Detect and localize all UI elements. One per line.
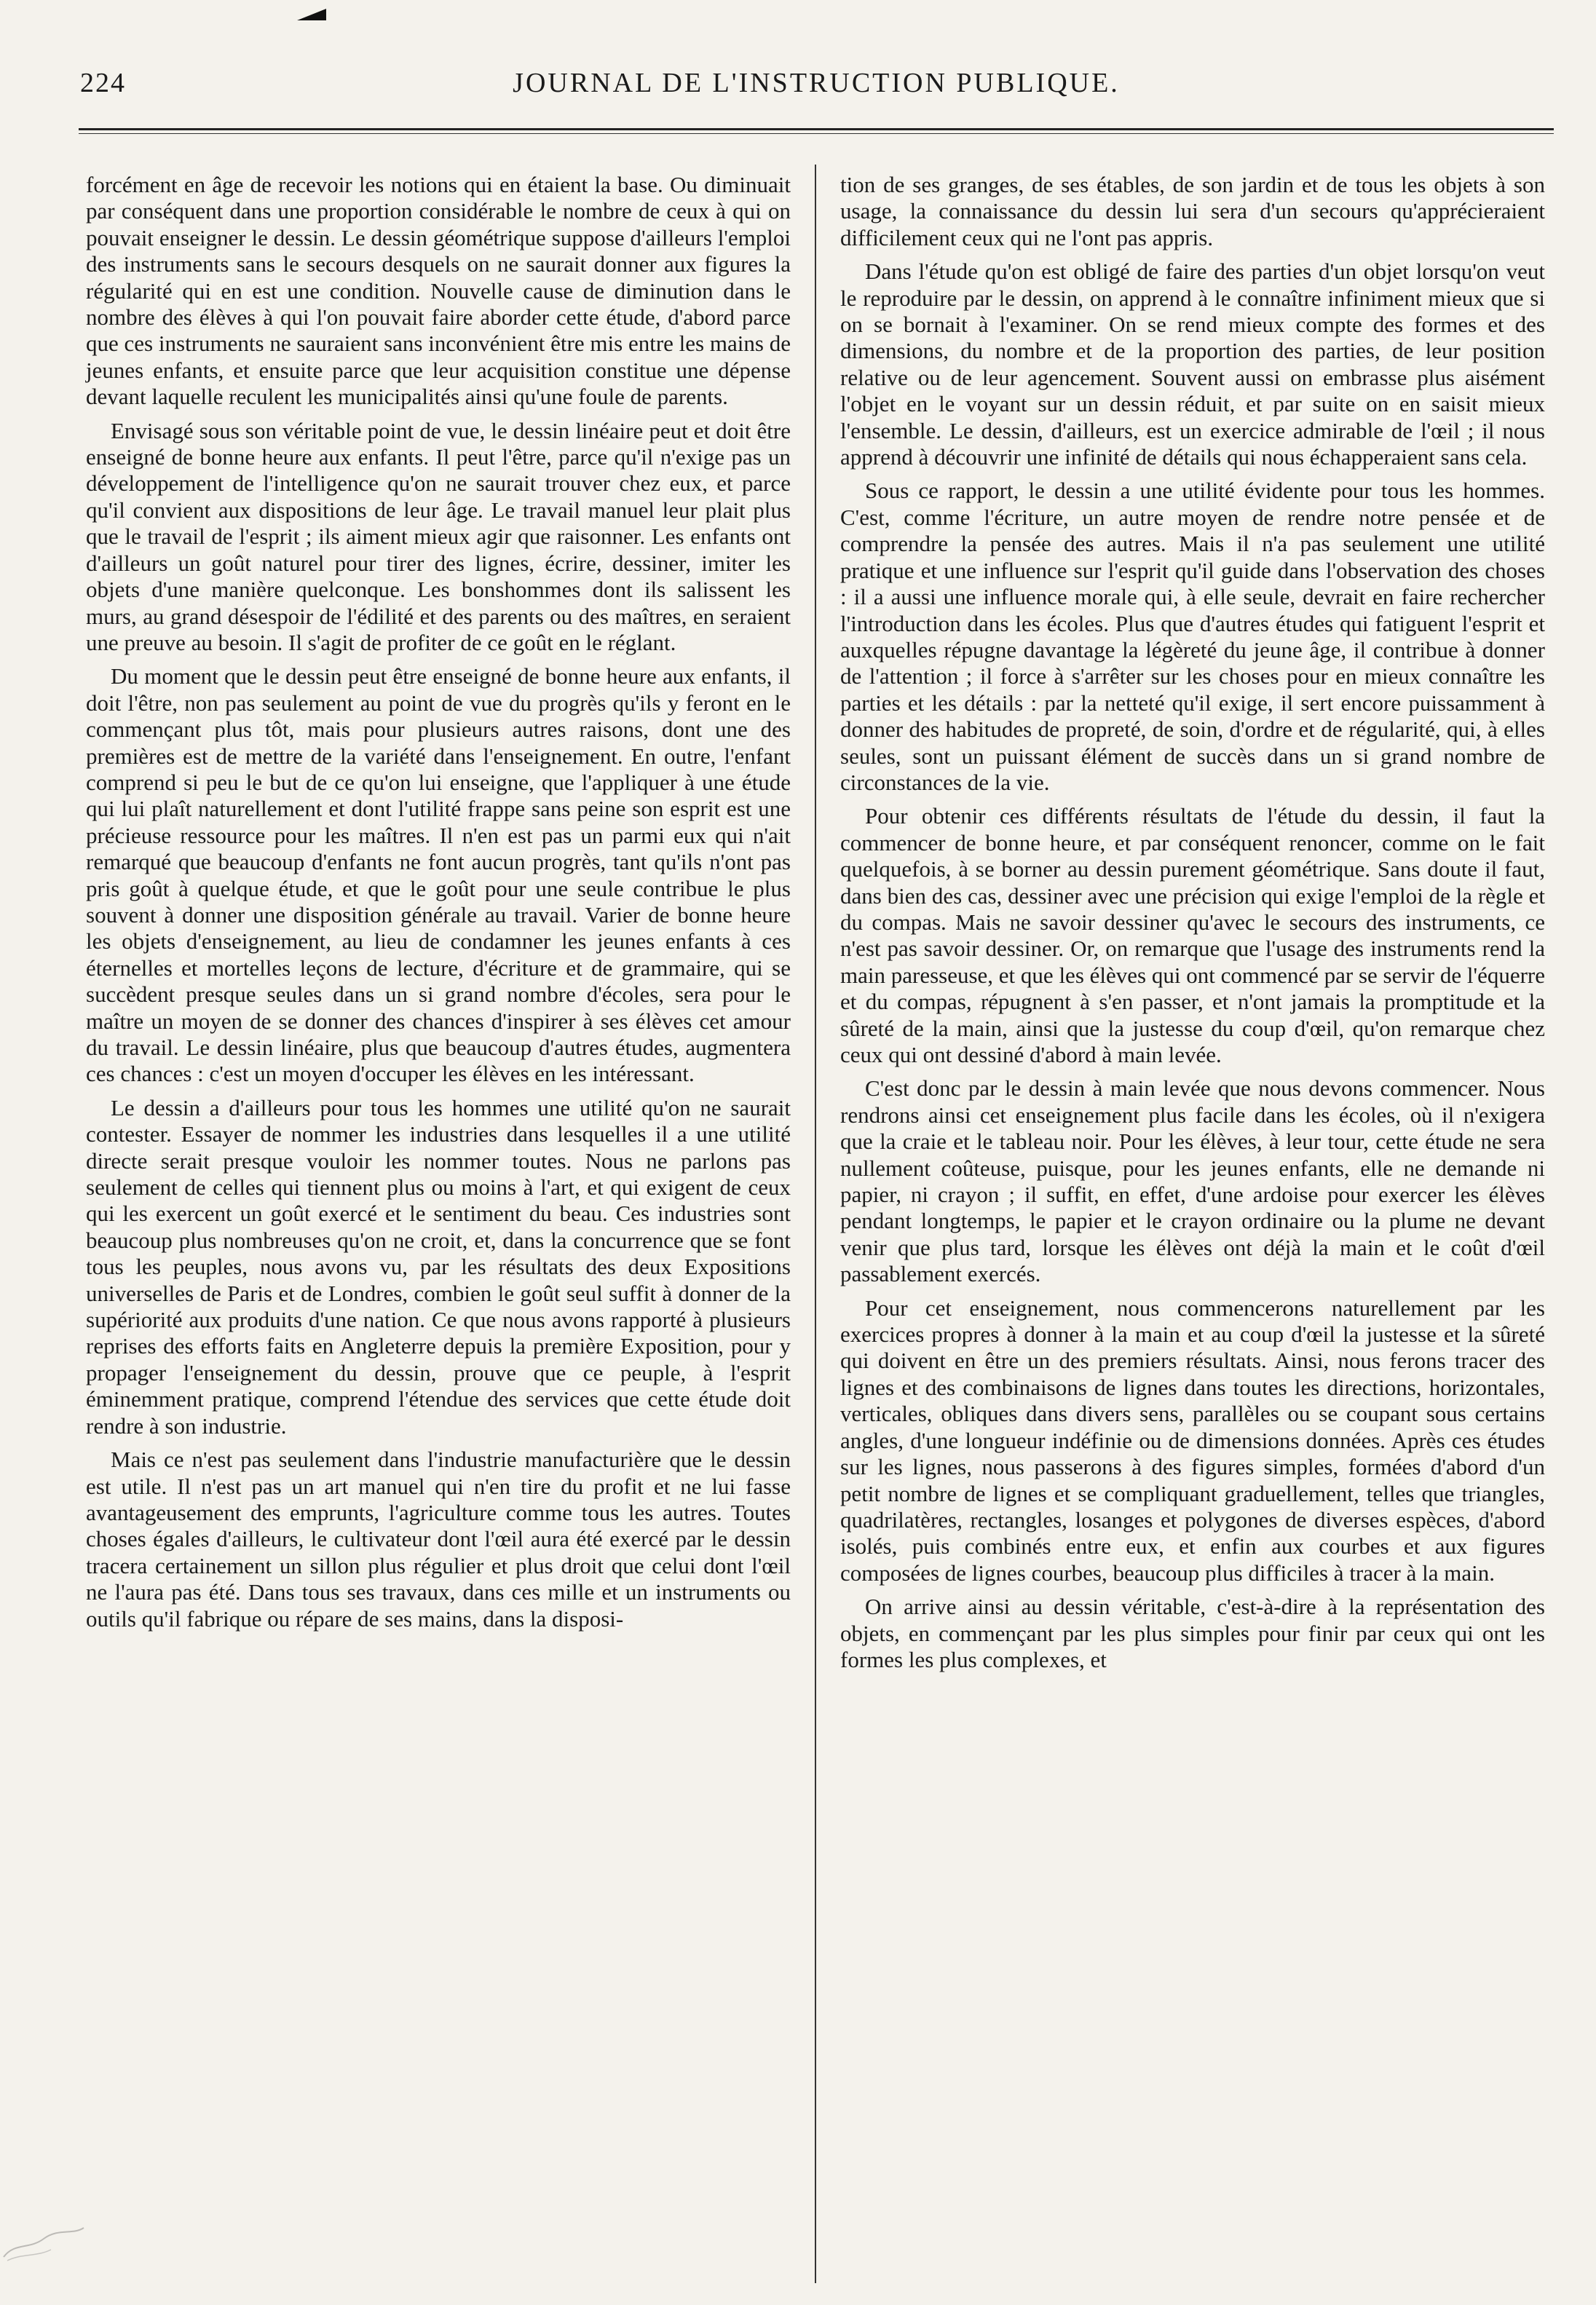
running-title: JOURNAL DE L'INSTRUCTION PUBLIQUE. — [513, 68, 1120, 98]
ink-smudge — [0, 2213, 87, 2264]
paragraph: Dans l'étude qu'on est obligé de faire des parties d'un objet lorsqu'on veut le reproduire par le dessin, on apprend à le connaître infiniment mieux que si on se bornait à l'examiner. On se rend mieux compte des formes et des dimensions, du nombre et de la proportion des parties, de leur position relative ou de leur agencement. Souvent aussi on embrasse plus aisément l'objet en le voyant sur un dessin réduit, et par suite on en saisit mieux l'ensemble. Le dessin, d'ailleurs, est un exercice admirable de l'œil ; il nous apprend à découvrir une infinité de détails qui nous échapperaient sans cela. — [840, 258, 1545, 470]
printer-mark — [297, 9, 326, 20]
paragraph: Mais ce n'est pas seulement dans l'industrie manufacturière que le dessin est utile. Il n'est pas un art manuel qui n'en tire du profit et ne lui fasse avantageusement des emprunts, l'agriculture comme tous les autres. Toutes choses égales d'ailleurs, le cultivateur dont l'œil aura été exercé par le dessin tracera certainement un sillon plus régulier et plus droit que celui dont l'œil ne l'aura pas été. Dans tous ses travaux, dans ces mille et un instruments ou outils qu'il fabrique ou répare de ses mains, dans la disposi- — [86, 1447, 791, 1632]
paragraph: Pour obtenir ces différents résultats de l'étude du dessin, il faut la commencer de bonne heure, et par conséquent renoncer, comme on le fait quelquefois, à se borner au dessin purement géométrique. Sans doute il faut, dans bien des cas, dessiner avec une précision qui exige l'emploi de la règle et du compas. Mais ne savoir dessiner qu'avec le secours des instruments, ce n'est pas savoir dessiner. Or, on remarque que l'usage des instruments rend la main paresseuse, et que les élèves qui ont commencé par se servir de l'équerre et du compas, répugnent à s'en passer, et n'ont jamais la promptitude et la sûreté de la main, ainsi que la justesse du coup d'œil, qu'on remarque chez ceux qui ont dessiné d'abord à main levée. — [840, 803, 1545, 1067]
paragraph: Pour cet enseignement, nous commencerons naturellement par les exercices propres à donner à la main et au coup d'œil la justesse et la sûreté qui doivent en être un des premiers résultats. Ainsi, nous ferons tracer des lignes et des combinaisons de lignes dans toutes les directions, horizontales, verticales, obliques dans divers sens, parallèles ou se coupant sous certains angles, d'une longueur indéfinie ou de dimensions données. Après ces études sur les lignes, nous passerons à des figures simples, formées d'abord d'un petit nombre de lignes et se compliquant graduellement, telles que triangles, quadrilatères, rectangles, losanges et polygones de diverses espèces, d'abord isolés, puis combinés entre eux, et enfin aux courbes et aux figures composées de lignes courbes, beaucoup plus difficiles à tracer à la main. — [840, 1294, 1545, 1586]
paragraph: On arrive ainsi au dessin véritable, c'est-à-dire à la représentation des objets, en commençant par les plus simples pour finir par ceux qui ont les formes les plus complexes, et — [840, 1594, 1545, 1672]
header-rule — [79, 128, 1554, 134]
paragraph: Le dessin a d'ailleurs pour tous les hommes une utilité qu'on ne saurait contester. Essayer de nommer les industries dans lesquelles il a une utilité directe serait presque vouloir les nommer toutes. Nous ne parlons pas seulement de celles qui tiennent plus ou moins à l'art, et qui exigent de ceux qui les exercent un goût exercé et le sentiment du beau. Ces industries sont beaucoup plus nombreuses qu'on ne croit, et, dans la concurrence que se font tous les peuples, nous avons vu, par les résultats des deux Expositions universelles de Paris et de Londres, combien le goût seul suffit à donner de la supériorité aux produits d'une nation. Ce que nous avons rapporté à plusieurs reprises des efforts faits en Angleterre depuis la première Exposition, pour y propager l'enseignement du dessin, prouve que ce peuple, à l'esprit éminemment pratique, comprend l'étendue des services que cette étude doit rendre à son industrie. — [86, 1094, 791, 1439]
page-number: 224 — [80, 68, 126, 98]
page-header — [80, 67, 1552, 112]
paragraph: Envisagé sous son véritable point de vue, le dessin linéaire peut et doit être enseigné de bonne heure aux enfants. Il peut l'être, parce qu'il n'exige pas un développement de l'intelligence qu'on ne saurait trouver chez eux, et parce qu'il convient aux dispositions de leur âge. Le travail manuel leur plait plus que le travail de l'esprit ; ils aiment mieux agir que raisonner. Les enfants ont d'ailleurs un goût naturel pour tirer des lignes, écrire, dessiner, imiter les objets d'une manière quelconque. Les bonshommes dont ils salissent les murs, au grand désespoir de l'édilité et des parents ou des maîtres, en seraient une preuve au besoin. Il s'agit de profiter de ce goût en le réglant. — [86, 417, 791, 655]
paragraph: tion de ses granges, de ses étables, de son jardin et de tous les objets à son usage, la connaissance du dessin lui sera d'un secours qu'apprécieraient difficilement ceux qui ne l'ont pas appris. — [840, 172, 1545, 250]
paragraph: Du moment que le dessin peut être enseigné de bonne heure aux enfants, il doit l'être, non pas seulement au point de vue du progrès qu'ils y feront en le commençant plus tôt, mais pour plusieurs autres raisons, dont une des premières est de mettre de la variété dans l'enseignement. En outre, l'enfant comprend si peu le but de ce qu'on lui enseigne, que l'appliquer à une étude qui lui plaît naturellement et dont l'utilité frappe sans peine son esprit est une précieuse ressource pour les maîtres. Il n'en est pas un parmi eux qui n'ait remarqué que beaucoup d'enfants ne font aucun progrès, tant qu'ils n'ont pas pris goût à quelque étude, et que le goût pour une seule contribue le plus souvent à donner une disposition générale au travail. Varier de bonne heure les objets d'enseignement, au lieu de condamner les jeunes enfants à ces éternelles et mortelles leçons de lecture, d'écriture et de grammaire, qui se succèdent presque seules dans un si grand nombre d'écoles, sera pour le maître un moyen de se donner des chances d'inspirer à ses élèves cet amour du travail. Le dessin linéaire, plus que beaucoup d'autres études, augmentera ces chances : c'est un moyen d'occuper les élèves en les intéressant. — [86, 663, 791, 1087]
text-columns — [86, 172, 1545, 2305]
column-right — [840, 172, 1545, 1680]
column-left — [86, 172, 791, 1640]
column-divider — [815, 165, 816, 2283]
paragraph: C'est donc par le dessin à main levée que nous devons commencer. Nous rendrons ainsi cet enseignement plus facile dans les écoles, où il n'exigera que la craie et le tableau noir. Pour les élèves, à leur tour, cette étude ne sera nullement coûteuse, puisque, pour les jeunes enfants, elle ne demande ni papier, ni crayon ; il suffit, en effet, d'une ardoise pour exercer les élèves pendant longtemps, le papier et le crayon ordinaire ou la plume ne devant venir que plus tard, lorsque les élèves ont déjà la main et le coût d'œil passablement exercés. — [840, 1075, 1545, 1287]
paragraph: forcément en âge de recevoir les notions qui en étaient la base. Ou diminuait par conséquent dans une proportion considérable le nombre de ceux à qui on pouvait enseigner le dessin. Le dessin géométrique suppose d'ailleurs l'emploi des instruments sans le secours desquels on ne saurait donner aux figures la régularité qui en est une condition. Nouvelle cause de diminution dans le nombre des élèves à qui l'on pouvait faire aborder cette étude, d'abord parce que ces instruments ne sauraient sans inconvénient être mis entre les mains de jeunes enfants, et ensuite parce que leur acquisition constitue une dépense devant laquelle reculent les municipalités ainsi qu'une foule de parents. — [86, 172, 791, 410]
paragraph: Sous ce rapport, le dessin a une utilité évidente pour tous les hommes. C'est, comme l'écriture, un autre moyen de rendre notre pensée et de comprendre la pensée des autres. Mais il n'a pas seulement une utilité pratique et une influence sur l'esprit qu'il guide dans l'observation des choses : il a aussi une influence morale qui, à elle seule, devrait en faire rechercher l'introduction dans les écoles. Plus que d'autres études qui fatiguent l'esprit et auxquelles répugne davantage la légèreté du jeune âge, il contribue à donner de l'attention ; il force à s'arrêter sur les choses pour en mieux connaître les parties et les détails : par la netteté qu'il exige, il sert encore puissamment à donner des habitudes de propreté, de soin, d'ordre et de régularité, qui, à elles seules, sont un puissant élément de succès dans un si grand nombre de circonstances de la vie. — [840, 478, 1545, 795]
